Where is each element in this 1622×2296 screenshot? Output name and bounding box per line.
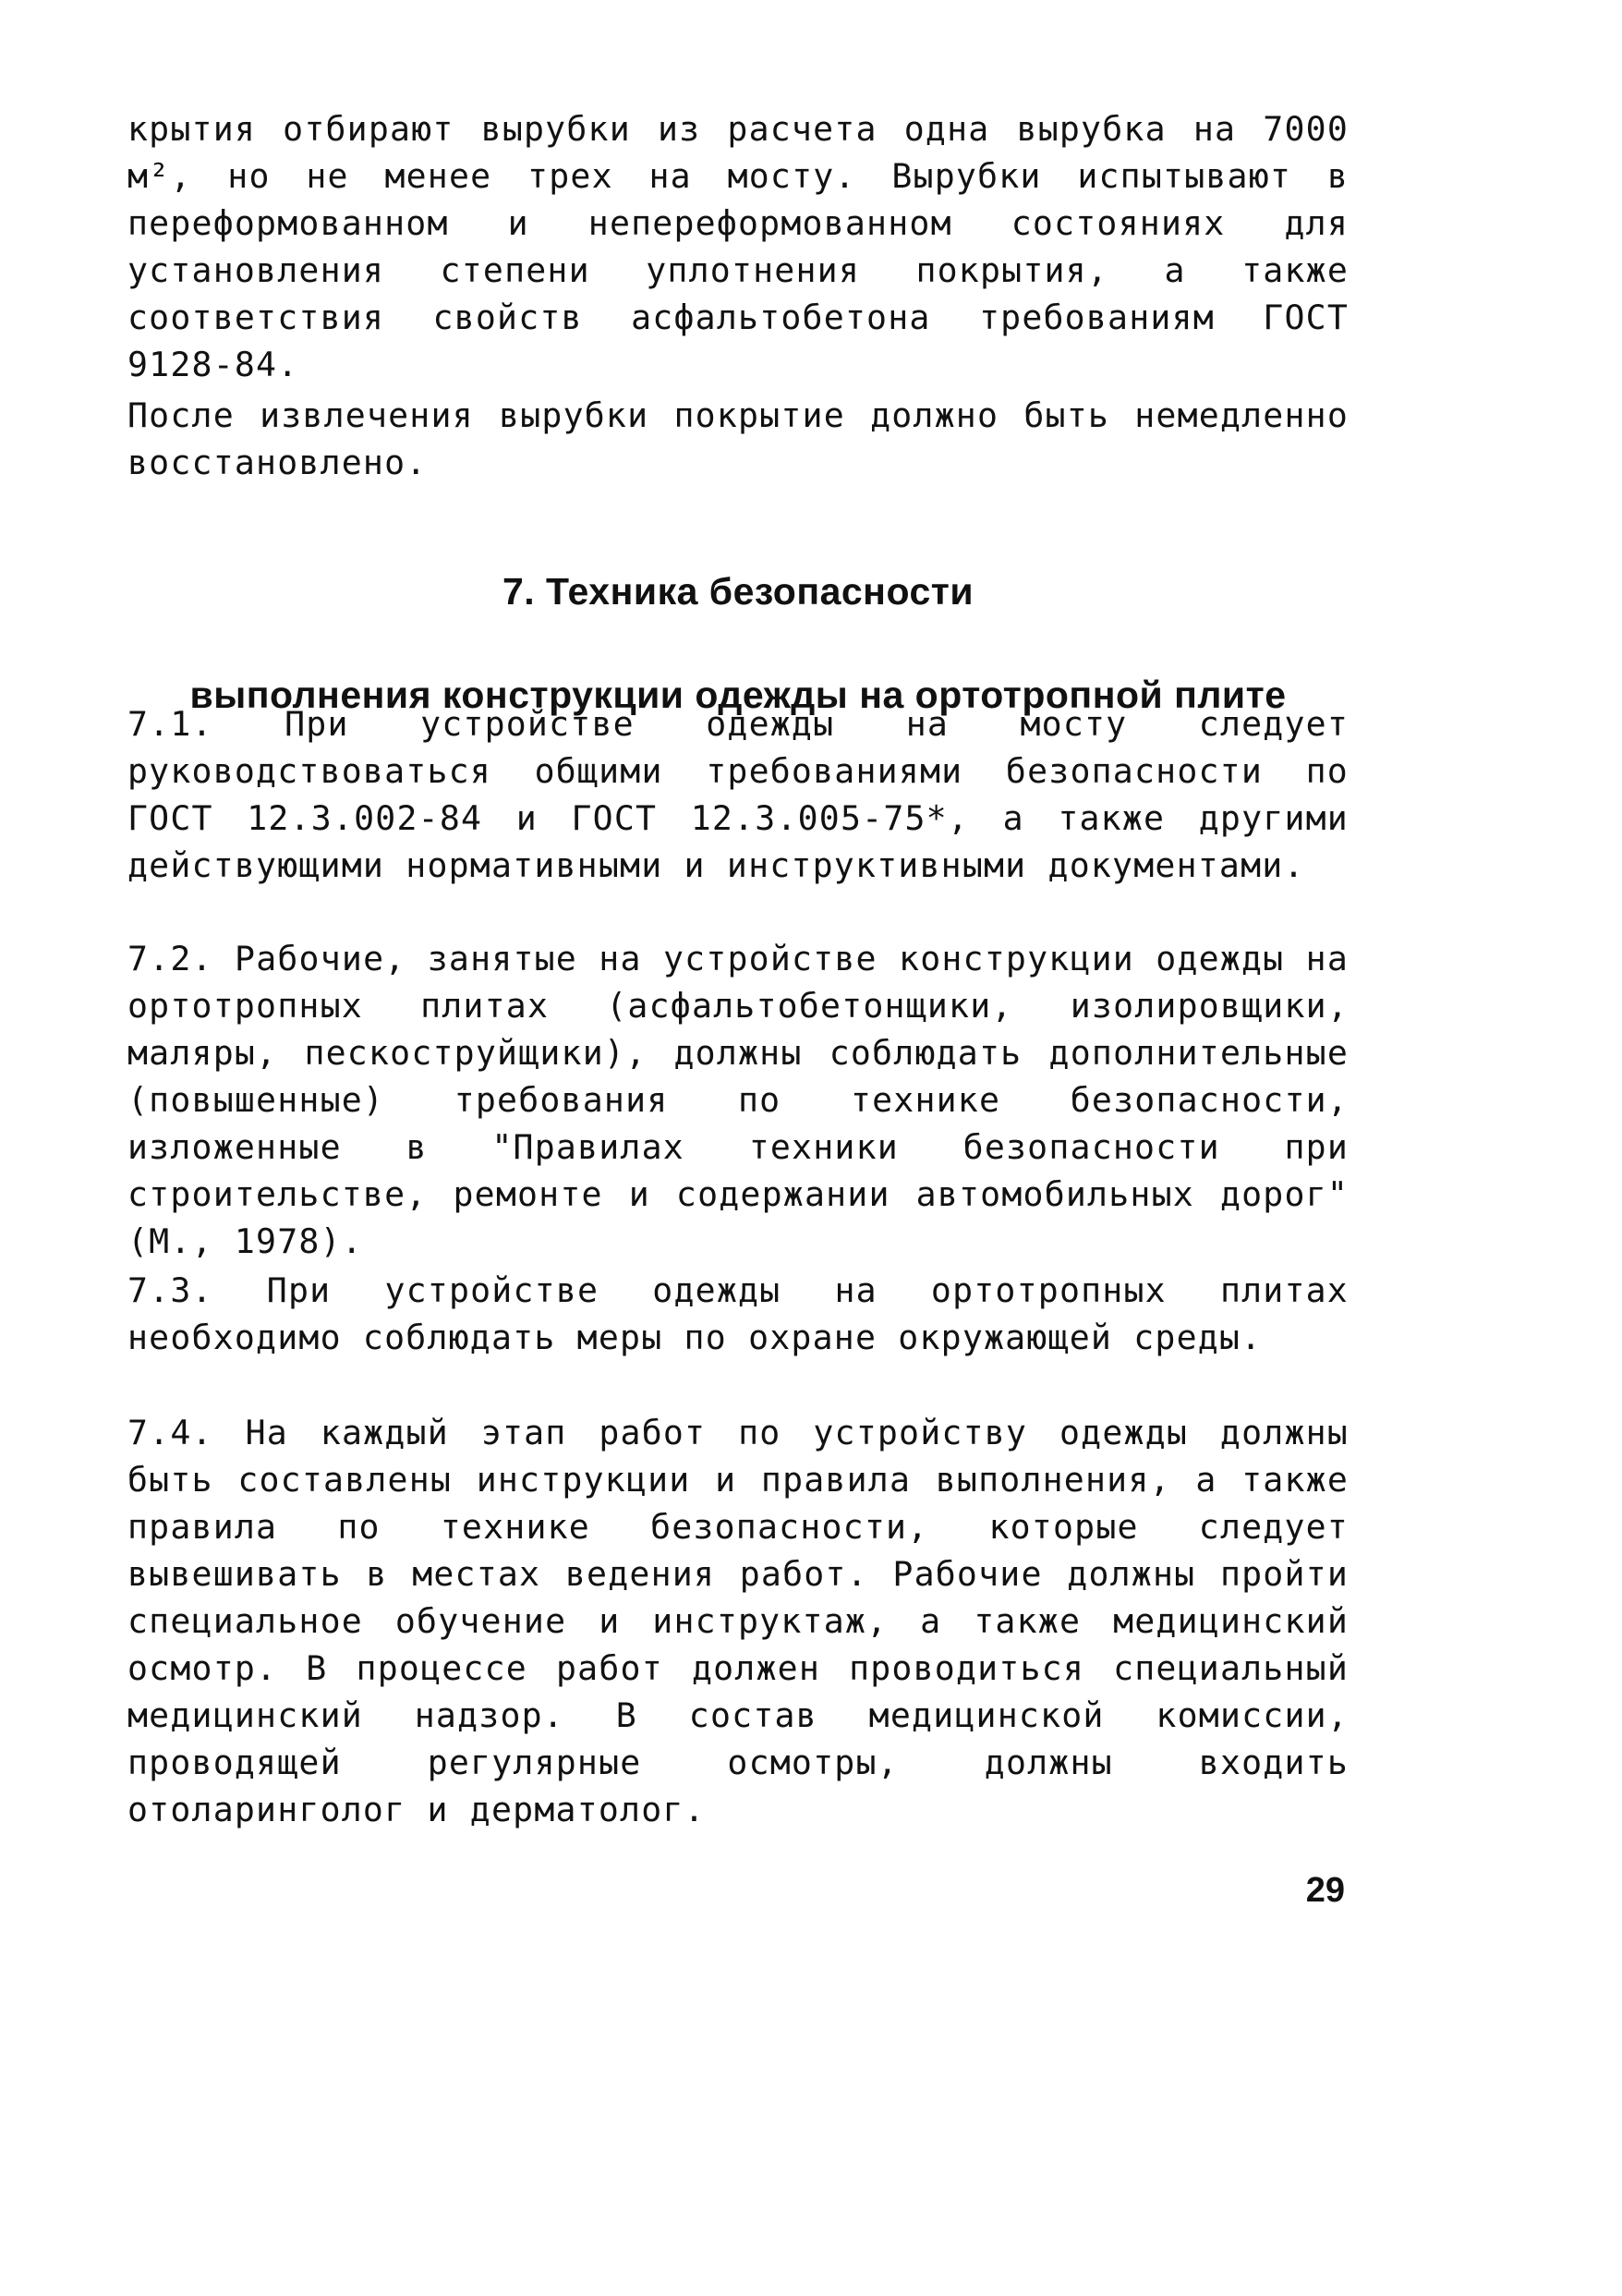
item-7-2: 7.2. Рабочие, занятые на устройстве конструкции одежды на ортотропных плитах (асфальтобетонщики, изолировщики, маляры, пескоструйщики), должны соблюдать дополнительные (повышенные) требования по технике безопасности, изложенные в "Правилах техники безопасности при строительстве, ремонте и содержании автомобильных дорог" (М., 1978). bbox=[127, 939, 1349, 1261]
item-7-3: 7.3. При устройстве одежды на ортотропных плитах необходимо соблюдать меры по охране окружающей среды. bbox=[127, 1270, 1349, 1357]
page-number: 29 bbox=[1305, 1871, 1345, 1910]
section-heading-line-2: выполнения конструкции одежды на ортотропной плите bbox=[189, 674, 1287, 716]
paragraph-coating-restoration: После извлечения вырубки покрытие должно быть немедленно восстановлено. bbox=[127, 395, 1349, 482]
item-7-1: 7.1. При устройстве одежды на мосту следует руководствоваться общими требованиями безопасности по ГОСТ 12.3.002-84 и ГОСТ 12.3.005-75*, а также другими действующими нормативными и инструктивными документами. bbox=[127, 704, 1349, 885]
item-7-4: 7.4. На каждый этап работ по устройству одежды должны быть составлены инструкции и правила выполнения, а также правила по технике безопасности, которые следует вывешивать в местах ведения работ. Рабочие должны пройти специальное обучение и инструктаж, а также медицинский осмотр. В процессе работ должен проводиться специальный медицинский надзор. В состав медицинской комиссии, проводящей регулярные осмотры, должны входить отоларинголог и дерматолог. bbox=[127, 1413, 1349, 1829]
section-heading-line-1: 7. Техника безопасности bbox=[502, 570, 974, 613]
paragraph-core-sampling: крытия отбирают вырубки из расчета одна вырубка на 7000 м², но не менее трех на мосту. Вырубки испытывают в переформованном и непереформованном состояниях для установления степени уплотнения покрытия, а также соответствия свойств асфальтобетона требованиям ГОСТ 9128-84. bbox=[127, 109, 1349, 384]
